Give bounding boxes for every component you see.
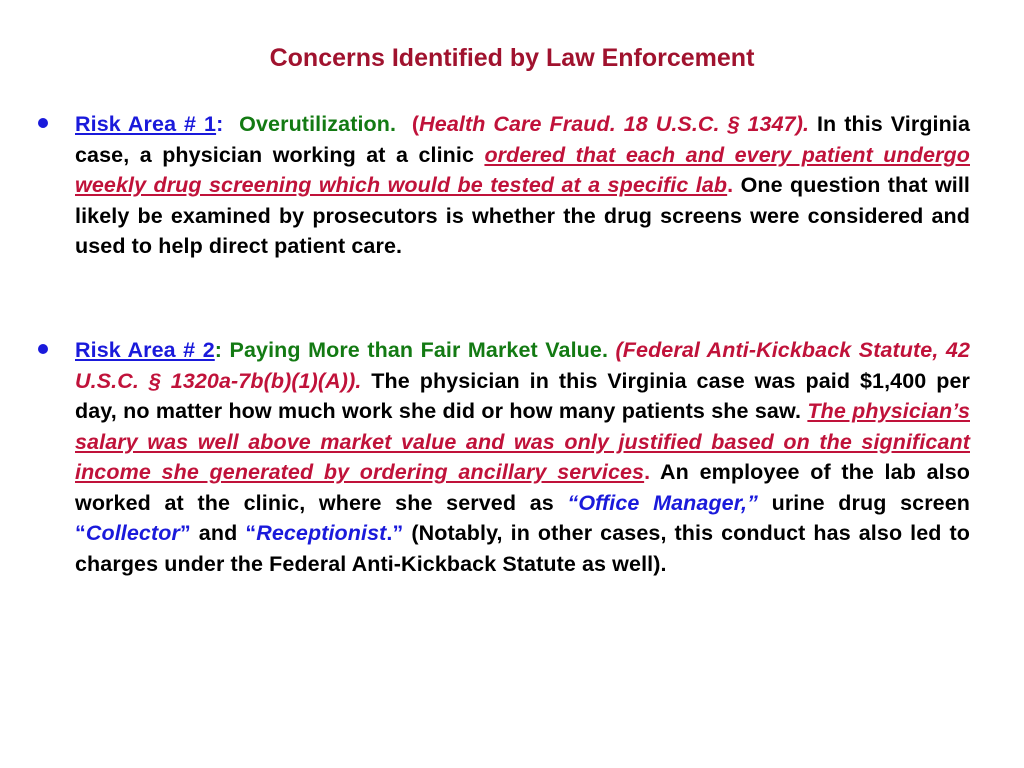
list-item-risk-area-1 bbox=[75, 109, 970, 262]
risk-area-1-topic: Overutilization. bbox=[239, 112, 397, 136]
bullet-dot-icon bbox=[38, 344, 48, 354]
risk-area-2-emphasis: The physician’s salary was well above market value and was only justified based on the significant income she generated by ordering ancillary services bbox=[75, 399, 970, 484]
risk-area-2-text-3: urine drug screen bbox=[757, 490, 971, 515]
quote-close: .” bbox=[386, 521, 404, 545]
risk-area-2-colon: : bbox=[214, 338, 223, 362]
risk-area-2-text-4: and bbox=[190, 521, 246, 545]
risk-area-2-citation: (Federal Anti-Kickback Statute, 42 U.S.C. § 1320a-7b(b)(1)(A)). bbox=[75, 338, 971, 393]
risk-area-1-citation: Health Care Fraud. 18 U.S.C. § 1347). bbox=[419, 112, 810, 136]
quote-open: “ bbox=[75, 521, 86, 545]
risk-area-2-text: The physician in this Virginia case was paid $1,400 per day, no matter how much work she did or how many patients she saw. bbox=[75, 368, 971, 423]
role-receptionist: Receptionist bbox=[256, 521, 387, 545]
risk-area-1-emphasis-end: . bbox=[727, 173, 734, 197]
risk-area-1-text-2: One question that will likely be examined by prosecutors is whether the drug screens were considered and used to help direct patient care. bbox=[75, 173, 970, 258]
risk-area-2-text-5: (Notably, in other cases, this conduct has also led to charges under the Federal Anti-Kickback Statute as well). bbox=[75, 521, 971, 576]
risk-area-2-text-2: An employee of the lab also worked at the clinic, where she served as bbox=[75, 460, 970, 515]
separator bbox=[608, 338, 615, 362]
slide-title: Concerns Identified by Law Enforcement bbox=[269, 44, 755, 72]
risk-area-1-emphasis: ordered that each and every patient undergo weekly drug screening which would be tested at a specific lab bbox=[75, 142, 970, 197]
risk-area-1-link[interactable]: Risk Area # 1 bbox=[75, 112, 217, 136]
separator: ( bbox=[396, 112, 420, 136]
role-office-manager: “Office Manager,” bbox=[567, 490, 758, 515]
separator bbox=[222, 338, 229, 362]
list-item-risk-area-2 bbox=[75, 335, 970, 579]
risk-area-2-link[interactable]: Risk Area # 2 bbox=[75, 338, 215, 362]
risk-area-1-text: In this Virginia case, a physician working at a clinic bbox=[75, 112, 970, 167]
risk-area-1-colon: : bbox=[216, 112, 224, 136]
quote-close: ” bbox=[179, 521, 191, 545]
risk-area-2-topic: Paying More than Fair Market Value. bbox=[229, 338, 609, 362]
separator bbox=[223, 112, 239, 136]
role-collector: Collector bbox=[85, 521, 180, 545]
bullet-dot-icon bbox=[38, 118, 48, 128]
risk-area-2-emphasis-end: . bbox=[644, 460, 651, 484]
quote-open: “ bbox=[245, 521, 257, 545]
